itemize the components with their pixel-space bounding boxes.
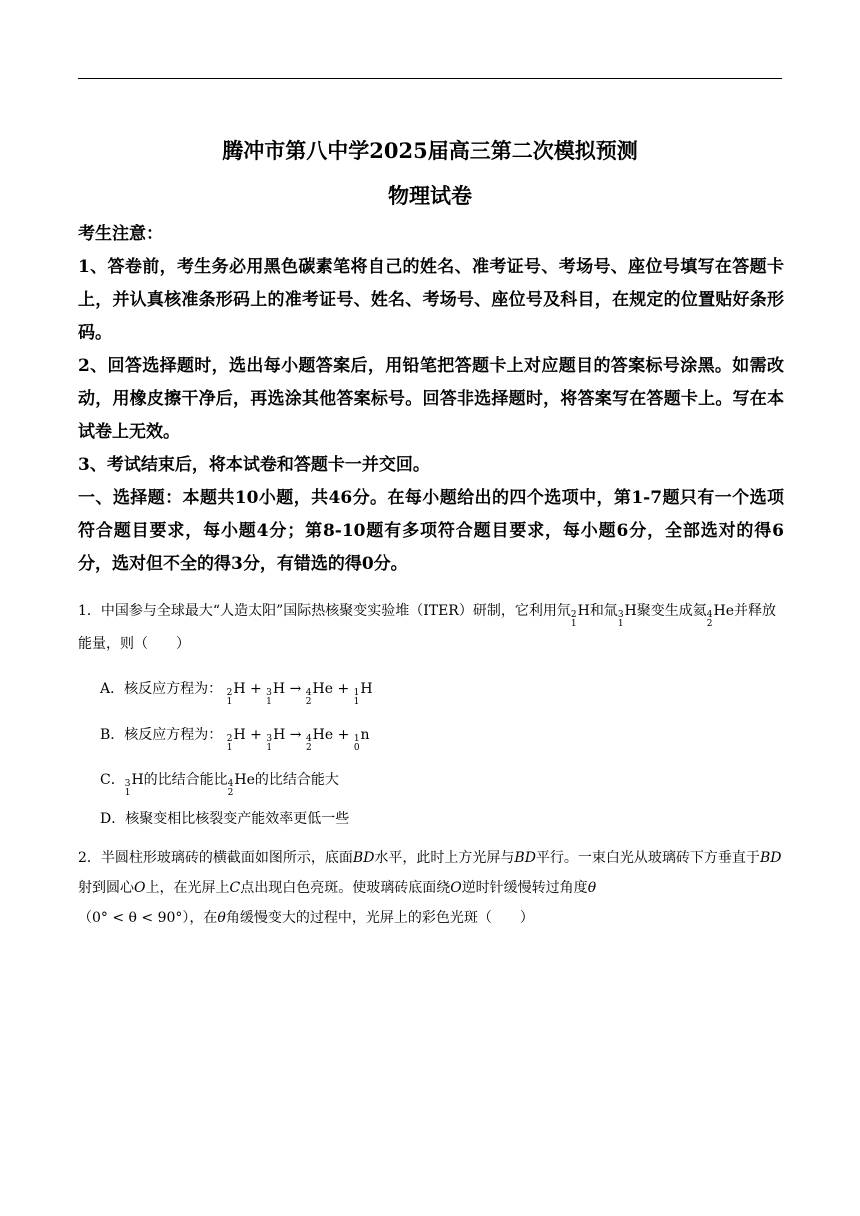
exam-title: 腾冲市第八中学2025届高三第二次模拟预测 bbox=[222, 138, 638, 163]
notice-item-1: 1、答卷前，考生务必用黑色碳素笔将自己的姓名、准考证号、考场号、座位号填写在答题卡上，并认真核准条形码上的准考证号、姓名、考场号、座位号及科目，在规定的位置贴好条形码。 bbox=[78, 257, 784, 343]
question-2-stem: 2．半圆柱形玻璃砖的横截面如图所示，底面BD水平，此时上方光屏与BD平行。一束白光从玻璃砖下方垂直于BD射到圆心O上，在光屏上C点出现白色亮斑。使玻璃砖底面绕O逆时针缓慢转过角度θ （0° < θ < 90°），在θ角缓慢变大的过程中，光屏上的彩色光斑（ ） bbox=[78, 850, 782, 926]
nuclide-helium: 4 2 He bbox=[706, 603, 734, 629]
question-1-option-c: C． 3 1 H的比结合能比 4 2 He的比结合能大 bbox=[100, 772, 339, 798]
nuclide-deuterium: 2 1 H bbox=[570, 603, 590, 629]
question-1-option-d: D．核聚变相比核裂变产能效率更低一些 bbox=[100, 811, 350, 827]
notice-heading: 考生注意： bbox=[78, 224, 163, 244]
question-1-option-a: A．核反应方程为： 2 1 H + 3 1 H → 4 2 He + 1 1 H bbox=[100, 681, 373, 707]
notice-item-3: 3、考试结束后，将本试卷和答题卡一并交回。 bbox=[78, 455, 430, 475]
notice-item-2: 2、回答选择题时，选出每小题答案后，用铅笔把答题卡上对应题目的答案标号涂黑。如需改动，用橡皮擦干净后，再选涂其他答案标号。回答非选择题时，将答案写在答题卡上。写在本试卷上无效。 bbox=[78, 356, 784, 442]
notice-block bbox=[78, 218, 784, 581]
exam-subject: 物理试卷 bbox=[388, 183, 472, 208]
question-1-stem: 1．中国参与全球最大“人造太阳”国际热核聚变实验堆（ITER）研制，它利用氘 2 1 H和氚 3 1 H聚变生成氦 4 2 He并释放能量，则（ ） bbox=[78, 596, 784, 659]
nuclide-tritium: 3 1 H bbox=[617, 603, 637, 629]
header-rule bbox=[78, 78, 782, 79]
section-1-instructions: 一、选择题：本题共10小题，共46分。在每小题给出的四个选项中，第1-7题只有一个选项符合题目要求，每小题4分；第8-10题有多项符合题目要求，每小题6分，全部选对的得6分，选对但不全的得3分，有错选的得0分。 bbox=[78, 488, 784, 574]
question-1-option-b: B．核反应方程为： 2 1 H + 3 1 H → 4 2 He + 1 0 n bbox=[100, 727, 370, 753]
